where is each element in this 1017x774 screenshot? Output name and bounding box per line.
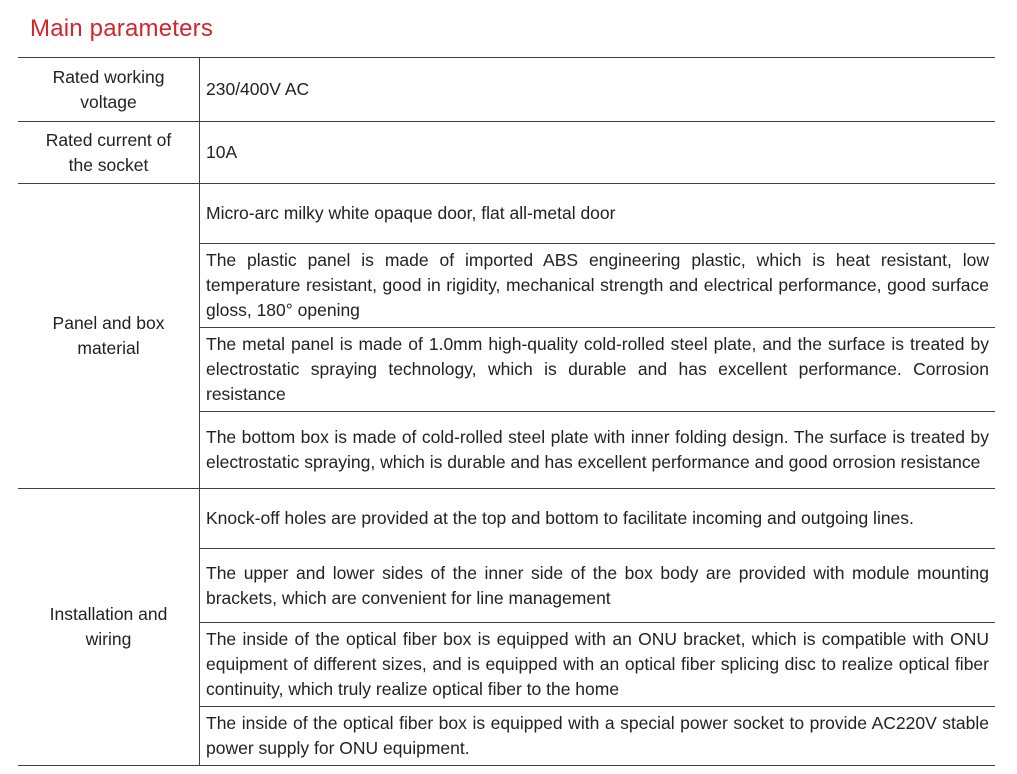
row-label xyxy=(18,122,200,183)
cell-text: Micro-arc milky white opaque door, flat all-metal door xyxy=(206,203,616,223)
table-cell xyxy=(200,623,995,707)
table-cell xyxy=(200,707,995,765)
cell-text: 230/400V AC xyxy=(206,79,310,99)
row-label xyxy=(18,184,200,488)
cell-text: The bottom box is made of cold-rolled steel plate with inner folding design. The surface is treated by electrostatic spraying, which is durable and has excellent performance and good orrosion resistance xyxy=(206,427,989,472)
table-row-panel-material xyxy=(18,184,995,489)
table-cell xyxy=(200,489,995,549)
cell-text: The upper and lower sides of the inner side of the box body are provided with module mounting brackets, which are convenient for line management xyxy=(206,562,989,608)
table-row-rated-voltage xyxy=(18,58,995,122)
row-values xyxy=(200,184,995,488)
page-title: Main parameters xyxy=(30,15,214,42)
row-values xyxy=(200,58,995,121)
table-cell xyxy=(200,58,995,121)
row-values xyxy=(200,489,995,765)
row-label-text: Rated current of the socket xyxy=(45,129,172,175)
table-row-installation-wiring xyxy=(18,489,995,766)
row-label xyxy=(18,58,200,121)
table-cell xyxy=(200,549,995,623)
cell-text: The inside of the optical fiber box is equipped with a special power socket to provide AC220V stable power supply for ONU equipment. xyxy=(206,713,989,758)
row-label-text: Installation and wiring xyxy=(49,604,168,649)
table-cell xyxy=(200,122,995,183)
table-cell xyxy=(200,328,995,412)
cell-text: The inside of the optical fiber box is equipped with an ONU bracket, which is compatible with ONU equipment of different sizes, and is equipped with an optical fiber splicing disc to realize optical fiber continuity, which truly realize optical fiber to the home xyxy=(206,629,989,699)
table-cell xyxy=(200,244,995,328)
table-cell xyxy=(200,184,995,244)
cell-text: The plastic panel is made of imported ABS engineering plastic, which is heat resistant, low temperature resistant, good in rigidity, mechanical strength and electrical performance, good surface gloss, 180° opening xyxy=(206,250,989,320)
main-parameters-table xyxy=(18,57,995,766)
table-row-rated-current xyxy=(18,122,995,184)
table-cell xyxy=(200,412,995,488)
cell-text: Knock-off holes are provided at the top and bottom to facilitate incoming and outgoing lines. xyxy=(206,508,914,528)
row-label-text: Rated working voltage xyxy=(52,66,165,112)
row-label xyxy=(18,489,200,765)
cell-text: 10A xyxy=(206,142,238,162)
row-label-text: Panel and box material xyxy=(52,313,165,358)
cell-text: The metal panel is made of 1.0mm high-quality cold-rolled steel plate, and the surface is treated by electrostatic spraying technology, which is durable and has excellent performance. Corrosion resistance xyxy=(206,334,989,404)
row-values xyxy=(200,122,995,183)
